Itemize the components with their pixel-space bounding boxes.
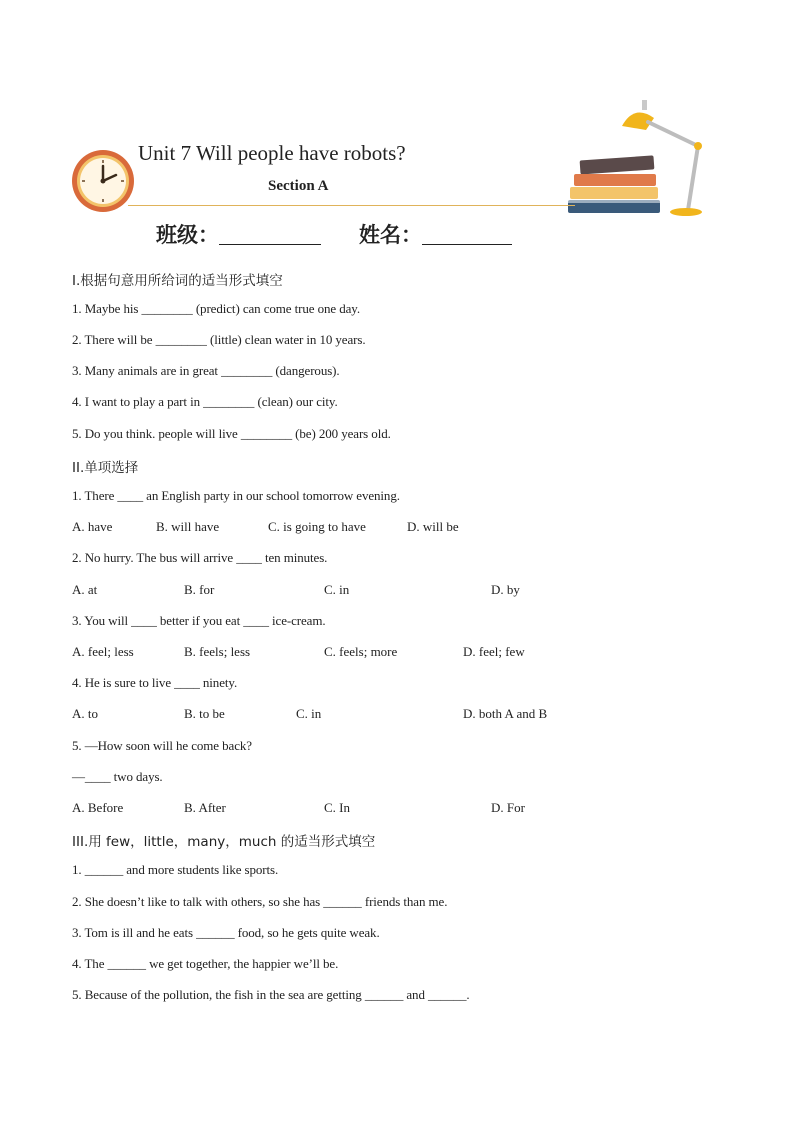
option: A. to <box>72 706 98 721</box>
fill-item: 1. Maybe his ________ (predict) can come true one day. <box>72 301 360 316</box>
question-line: —____ two days. <box>72 769 163 784</box>
option: C. in <box>324 582 350 597</box>
fill-item: 1. ______ and more students like sports. <box>72 862 279 877</box>
clock-icon <box>69 148 137 214</box>
name-field[interactable] <box>422 222 512 245</box>
option: A. at <box>72 582 98 597</box>
fill-item: 2. There will be ________ (little) clean water in 10 years. <box>72 332 366 347</box>
question: 5. —How soon will he come back? <box>72 738 252 753</box>
class-label: 班级： <box>156 223 219 247</box>
fill-item: 5. Because of the pollution, the fish in the sea are getting ______ and ______. <box>72 987 470 1002</box>
option: D. by <box>491 582 520 597</box>
question: 1. There ____ an English party in our school tomorrow evening. <box>72 488 400 503</box>
option: B. to be <box>184 706 225 721</box>
question: 4. He is sure to live ____ ninety. <box>72 675 238 690</box>
option: B. for <box>184 582 215 597</box>
header-divider <box>128 205 575 206</box>
option: D. For <box>491 800 525 815</box>
books-lamp-illustration <box>566 96 712 220</box>
option: A. feel; less <box>72 644 134 659</box>
option: C. feels; more <box>324 644 398 659</box>
option: D. will be <box>407 519 459 534</box>
option: C. in <box>296 706 322 721</box>
section-heading: III.用 few，little，many，much 的适当形式填空 <box>72 834 376 850</box>
fill-item: 4. I want to play a part in ________ (clean) our city. <box>72 394 338 409</box>
section-heading: II.单项选择 <box>72 460 139 476</box>
class-field[interactable] <box>219 222 321 245</box>
option: C. is going to have <box>268 519 366 534</box>
option: A. have <box>72 519 113 534</box>
name-row <box>156 219 512 249</box>
fill-item: 3. Many animals are in great ________ (dangerous). <box>72 363 340 378</box>
question: 2. No hurry. The bus will arrive ____ ten minutes. <box>72 550 328 565</box>
option: B. feels; less <box>184 644 251 659</box>
section-heading: I.根据句意用所给词的适当形式填空 <box>72 273 283 289</box>
option: D. feel; few <box>463 644 525 659</box>
fill-item: 2. She doesn’t like to talk with others, so she has ______ friends than me. <box>72 894 448 909</box>
option: B. After <box>184 800 226 815</box>
option: A. Before <box>72 800 124 815</box>
fill-item: 4. The ______ we get together, the happier we’ll be. <box>72 956 339 971</box>
option: C. In <box>324 800 350 815</box>
option: B. will have <box>156 519 220 534</box>
fill-item: 3. Tom is ill and he eats ______ food, so he gets quite weak. <box>72 925 380 940</box>
page-title: Unit 7 Will people have robots? <box>138 141 406 165</box>
question: 3. You will ____ better if you eat ____ ice-cream. <box>72 613 326 628</box>
name-label: 姓名： <box>359 223 422 247</box>
option: D. both A and B <box>463 706 548 721</box>
fill-item: 5. Do you think. people will live ________ (be) 200 years old. <box>72 426 391 441</box>
section-subtitle: Section A <box>268 178 329 194</box>
